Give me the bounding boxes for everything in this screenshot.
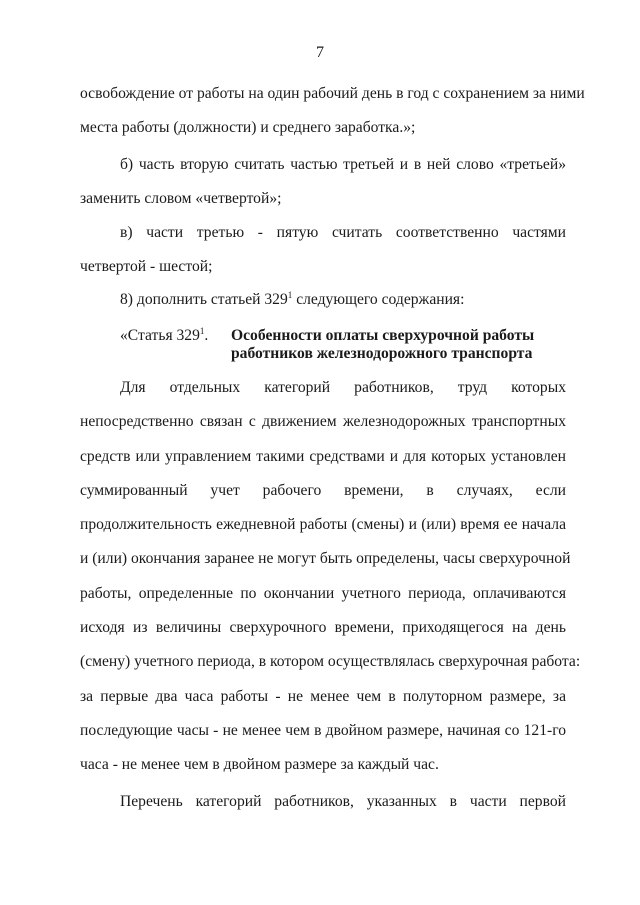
- text-fragment: 8) дополнить статьей 329: [120, 291, 288, 308]
- text-line: в) части третью - пятую считать соответственно частями: [120, 224, 566, 241]
- text-line: места работы (должности) и среднего заработка.»;: [80, 119, 416, 136]
- text-line: за первые два часа работы - не менее чем в полуторном размере, за: [80, 688, 566, 705]
- text-line: суммированный учет рабочего времени, в случаях, если: [80, 482, 566, 499]
- text-line: освобождение от работы на один рабочий день в год с сохранением за ними: [80, 85, 585, 102]
- article-label: [120, 326, 208, 346]
- text-line: непосредственно связан с движением железнодорожных транспортных: [80, 413, 566, 430]
- text-line: и (или) окончания заранее не могут быть определены, часы сверхурочной: [80, 550, 571, 567]
- text-line: Перечень категорий работников, указанных в части первой: [120, 793, 566, 810]
- text-line: заменить словом «четвертой»;: [80, 190, 282, 207]
- text-line: средств или управлением такими средствами и для которых установлен: [80, 448, 566, 465]
- text-line: работы, определенные по окончании учетного периода, оплачиваются: [80, 585, 566, 602]
- text-line: последующие часы - не менее чем в двойном размере, начиная со 121-го: [80, 722, 566, 739]
- superscript: 1: [287, 290, 293, 300]
- text-line: (смену) учетного периода, в котором осуществлялась сверхурочная работа:: [80, 653, 581, 670]
- text-line: б) часть вторую считать частью третьей и в ней слово «третьей»: [120, 156, 566, 173]
- article-title-line-2: работников железнодорожного транспорта: [231, 345, 533, 362]
- page-number: 7: [316, 44, 324, 61]
- text-fragment: следующего содержания:: [296, 291, 465, 308]
- article-label-prefix: «Статья 329: [120, 327, 200, 344]
- article-label-suffix: .: [204, 327, 209, 344]
- text-line: исходя из величины сверхурочного времени, приходящегося на день: [80, 619, 566, 636]
- article-label-sup: 1: [199, 326, 205, 336]
- text-line: четвертой - шестой;: [80, 258, 213, 275]
- text-line: Для отдельных категорий работников, труд которых: [120, 379, 566, 396]
- article-title-line-1: Особенности оплаты сверхурочной работы: [231, 327, 535, 344]
- text-line: часа - не менее чем в двойном размере за каждый час.: [80, 756, 439, 773]
- text-line: продолжительность ежедневной работы (смены) и (или) время ее начала: [80, 516, 566, 533]
- text-line-with-superscript: [120, 290, 566, 310]
